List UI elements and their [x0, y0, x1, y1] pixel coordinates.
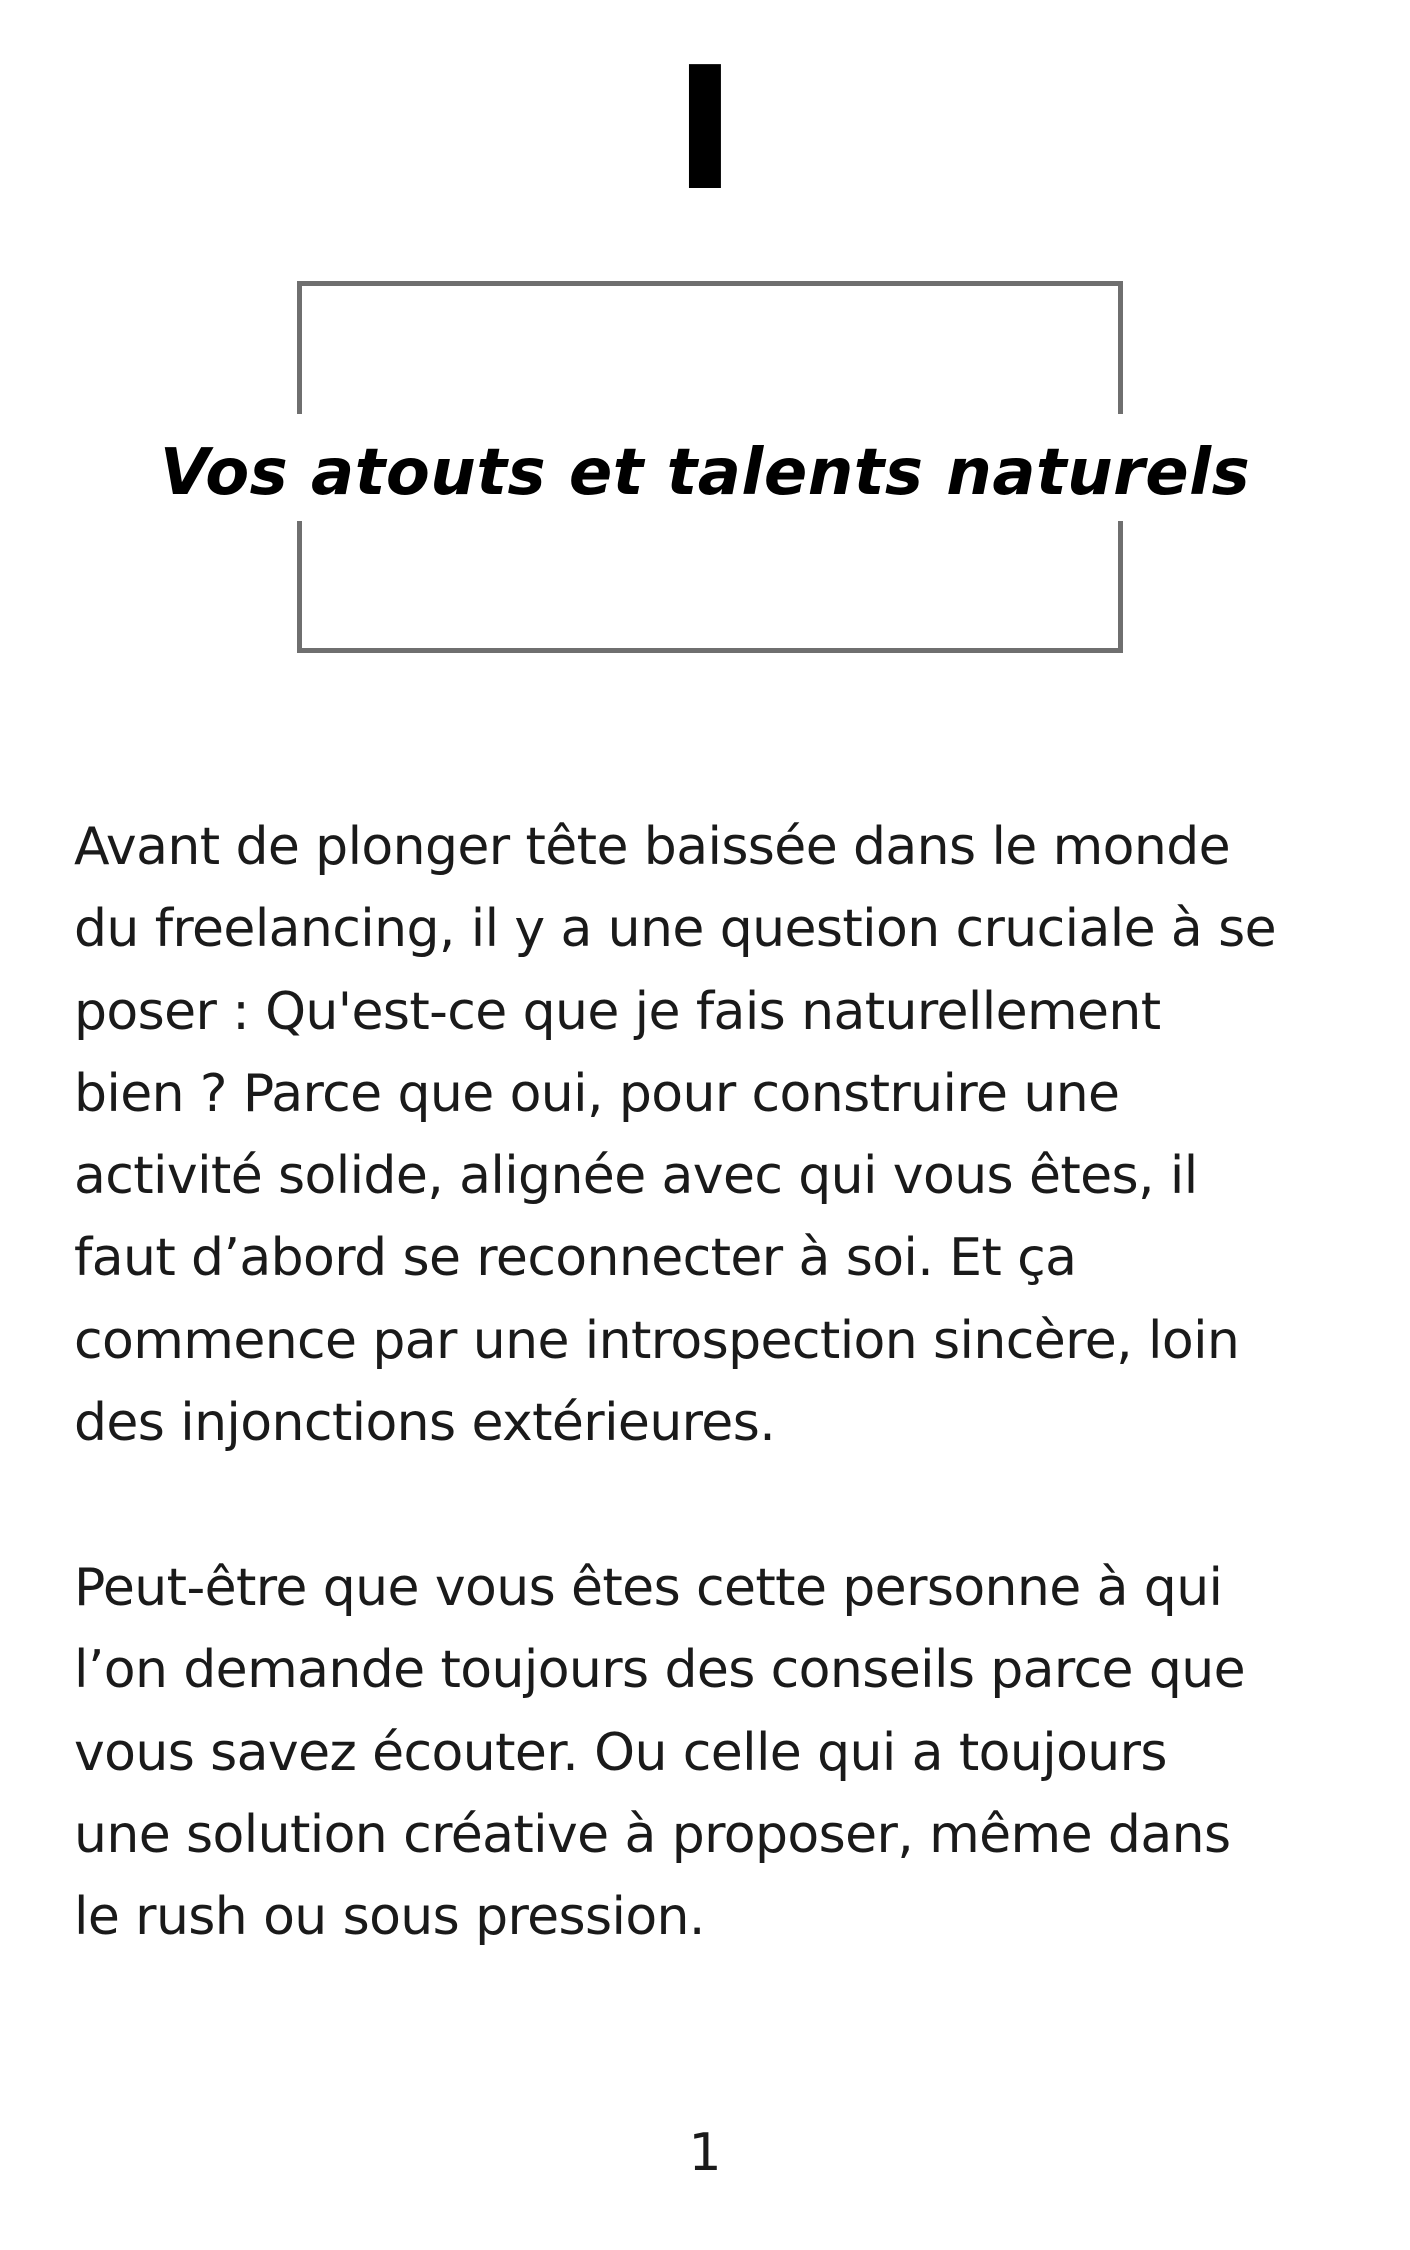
body-paragraph: Avant de plonger tête baissée dans le monde du freelancing, il y a une question cruciale à se poser : Qu'est-ce que je fais naturellement bien ? Parce que oui, pour construire une activité solide, alignée avec qui vous êtes, il faut d’abord se reconnecter à soi. Et ça commence par une introspection sincère, loin des injonctions extérieures.	[74, 817, 1276, 1454]
chapter-number: I	[673, 31, 737, 229]
body-paragraph: Peut-être que vous êtes cette personne à qui l’on demande toujours des conseils parce que vous savez écouter. Ou celle qui a toujours une solution créative à proposer, même dans le rush ou sous pression.	[74, 1558, 1246, 1948]
page-number: 1	[688, 2123, 722, 2183]
title-frame-top-bracket	[297, 281, 1123, 414]
title-frame-bottom-bracket	[297, 521, 1123, 653]
chapter-title: Vos atouts et talents naturels	[159, 436, 1251, 510]
